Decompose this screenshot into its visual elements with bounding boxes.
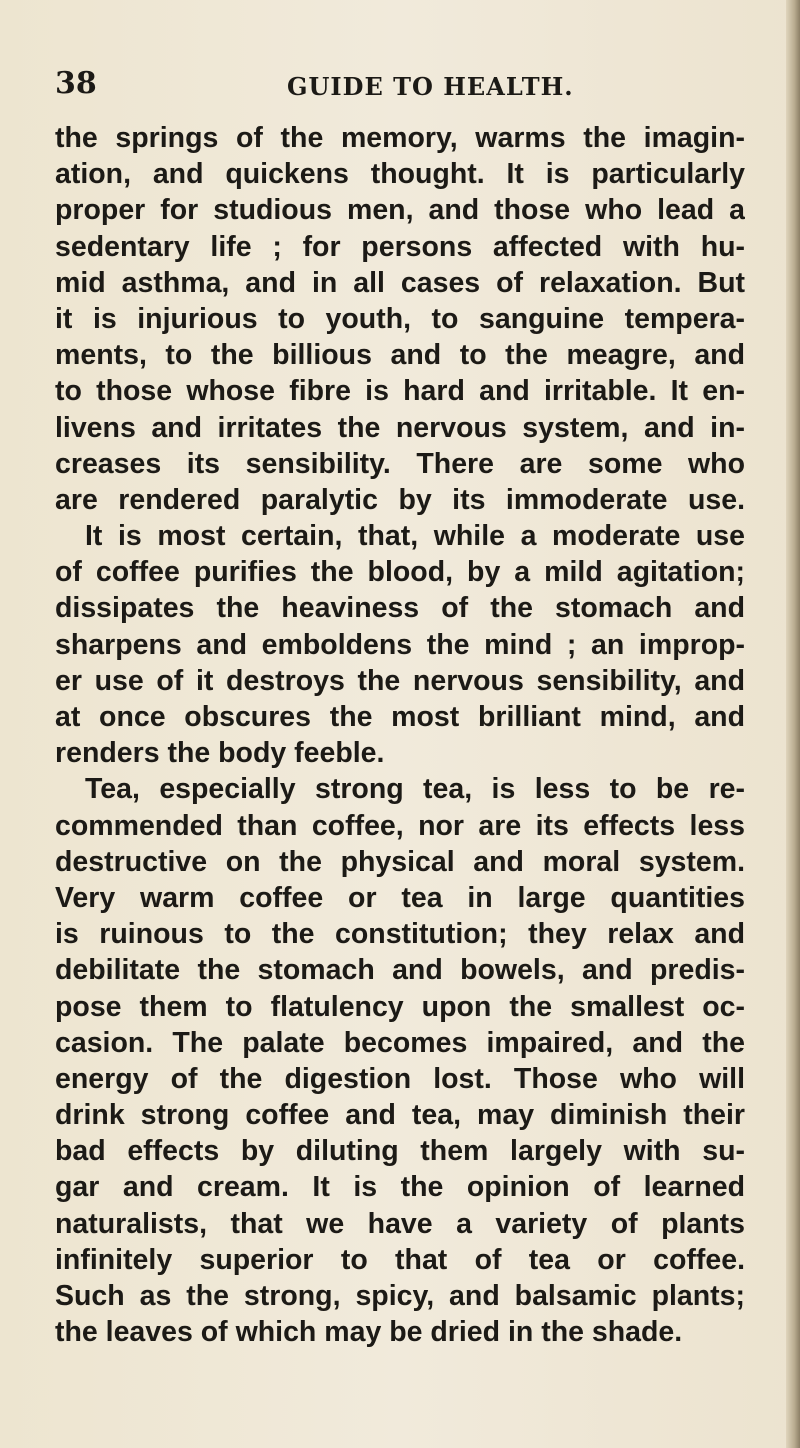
text-line: energy of the digestion lost. Those who will: [55, 1062, 745, 1095]
text-line: it is injurious to youth, to sanguine tempera-: [55, 302, 745, 335]
text-line: mid asthma, and in all cases of relaxation. But: [55, 266, 745, 299]
page-header: [55, 66, 755, 116]
text-line: ments, to the billious and to the meagre, and: [55, 339, 745, 372]
text-line: sedentary life ; for persons affected with hu-: [55, 230, 745, 263]
text-line: Such as the strong, spicy, and balsamic plants;: [55, 1280, 745, 1312]
text-line: casion. The palate becomes impaired, and the: [55, 1026, 745, 1059]
text-line: dissipates the heaviness of the stomach and: [55, 592, 745, 625]
text-line: creases its sensibility. There are some who: [55, 447, 745, 480]
text-line: are rendered paralytic by its immoderate use.: [55, 483, 745, 516]
paragraph-end-line: renders the body feeble.: [55, 737, 385, 770]
paragraph-start-line: It is most certain, that, while a moderate use: [85, 520, 745, 553]
text-line: naturalists, that we have a variety of plants: [55, 1207, 745, 1240]
text-line: sharpens and emboldens the mind ; an improp-: [55, 628, 745, 661]
text-line: bad effects by diluting them largely with su-: [55, 1135, 745, 1168]
text-line: proper for studious men, and those who lead a: [55, 194, 745, 227]
paragraph-start-line: Tea, especially strong tea, is less to be re-: [85, 773, 745, 806]
text-line: infinitely superior to that of tea or coffee.: [55, 1243, 745, 1276]
body-text: [55, 120, 745, 1350]
text-line: pose them to flatulency upon the smallest oc-: [55, 990, 745, 1023]
text-line: ation, and quickens thought. It is particularly: [55, 158, 745, 191]
text-line: livens and irritates the nervous system, and in-: [55, 411, 745, 444]
text-line: at once obscures the most brilliant mind, and: [55, 701, 745, 733]
text-line: the leaves of which may be dried in the shade.: [55, 1316, 683, 1349]
text-line: Very warm coffee or tea in large quantities: [55, 881, 745, 914]
text-line: debilitate the stomach and bowels, and predis-: [55, 954, 745, 987]
text-line: of coffee purifies the blood, by a mild agitation;: [55, 556, 745, 589]
text-line: gar and cream. It is the opinion of learned: [55, 1171, 745, 1204]
page-edge: [786, 0, 800, 1448]
text-line: destructive on the physical and moral system.: [55, 845, 745, 878]
running-title: GUIDE TO HEALTH.: [287, 72, 574, 101]
text-line: drink strong coffee and tea, may diminish their: [55, 1099, 745, 1132]
text-line: to those whose fibre is hard and irritable. It en-: [55, 375, 745, 408]
text-line: er use of it destroys the nervous sensibility, and: [55, 664, 745, 697]
page-number: 38: [55, 66, 97, 101]
text-line: is ruinous to the constitution; they relax and: [55, 918, 745, 951]
text-line: commended than coffee, nor are its effects less: [55, 809, 745, 842]
text-line: the springs of the memory, warms the imagin-: [55, 122, 745, 154]
